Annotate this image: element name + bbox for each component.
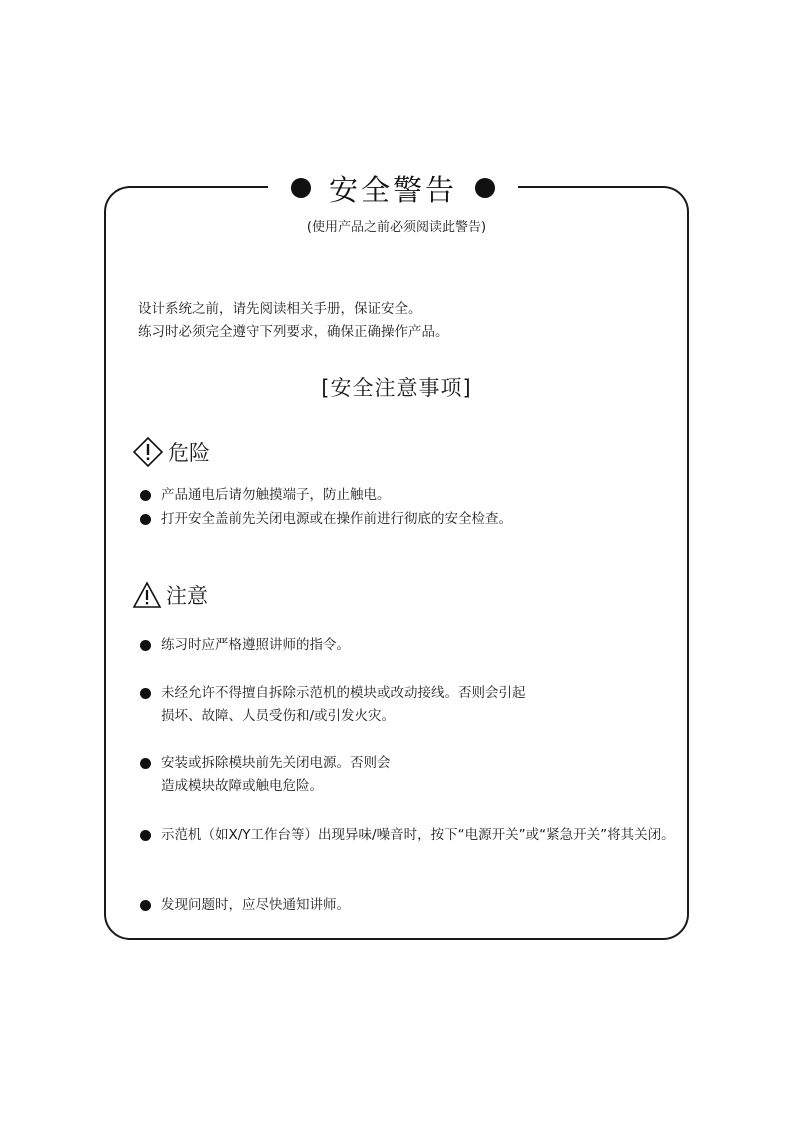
bullet-icon (140, 640, 151, 651)
intro-line: 练习时必须完全遵守下列要求，确保正确操作产品。 (138, 324, 449, 340)
list-item (140, 752, 401, 798)
page-title: 安全警告 (328, 172, 457, 207)
list-item (140, 484, 681, 507)
title-left-dot (291, 178, 311, 198)
list-item-text: 练习时应严格遵照讲师的指令。 (161, 637, 350, 653)
danger-title: 危险 (168, 441, 210, 465)
danger-section-title (132, 436, 210, 468)
list-item (140, 824, 681, 847)
list-item-text: 发现问题时，应尽快通知讲师。 (161, 897, 350, 913)
list-item-text: 打开安全盖前先关闭电源或在操作前进行彻底的安全检查。 (161, 511, 512, 527)
bullet-icon (140, 830, 151, 841)
list-item-text: 未经允许不得擅自拆除示范机的模块或改动接线。否则会引起损坏、故障、人员受伤和/或引发火灾。 (161, 685, 526, 724)
caution-title: 注意 (166, 584, 208, 608)
list-item (140, 894, 681, 917)
safety-notes-heading: [安全注意事项] (321, 376, 472, 400)
bullet-icon (140, 758, 151, 769)
bullet-icon (140, 514, 151, 525)
bullet-icon (140, 490, 151, 501)
list-item-text: 安装或拆除模块前先关闭电源。否则会造成模块故障或触电危险。 (161, 755, 391, 794)
title-row (268, 170, 518, 206)
bullet-icon (140, 688, 151, 699)
list-item-text: 产品通电后请勿触摸端子，防止触电。 (161, 487, 391, 503)
page-subtitle: (使用产品之前必须阅读此警告) (306, 220, 487, 235)
caution-triangle-exclamation-icon (132, 581, 162, 609)
list-item-text: 示范机（如X/Y工作台等）出现异味/噪音时，按下“电源开关”或“紧急开关”将其关闭。 (161, 827, 675, 843)
bullet-icon (140, 900, 151, 911)
intro-text (138, 298, 449, 344)
caution-section-title (132, 580, 208, 610)
title-right-dot (475, 178, 495, 198)
list-item (140, 682, 531, 728)
danger-diamond-exclamation-icon (132, 436, 164, 468)
list-item (140, 634, 681, 657)
list-item (140, 508, 681, 531)
intro-line: 设计系统之前，请先阅读相关手册，保证安全。 (138, 301, 422, 317)
